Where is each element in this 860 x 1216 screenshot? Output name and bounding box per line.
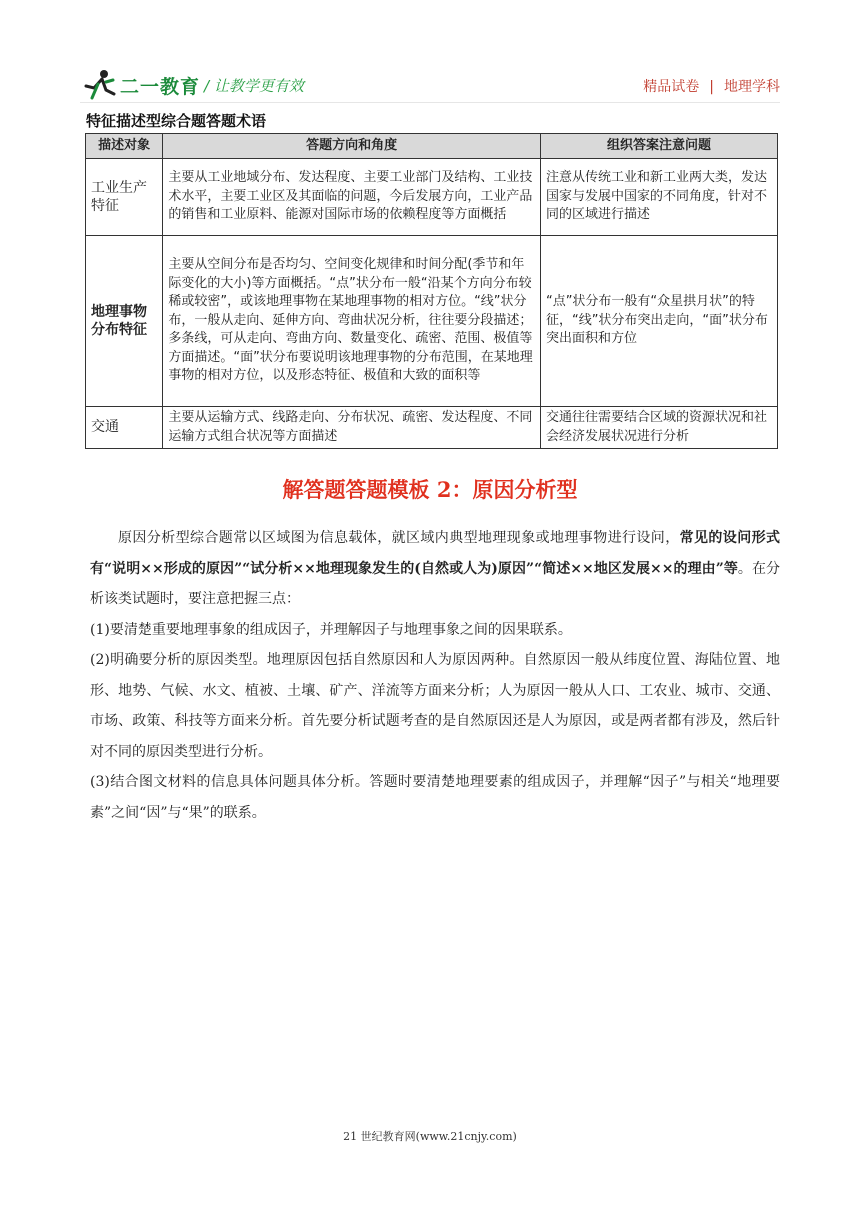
cell-note: 交通往往需要结合区域的资源状况和社会经济发展状况进行分析 [540,407,777,449]
cell-object: 交通 [86,407,163,449]
header-divider [80,102,780,103]
column-header: 组织答案注意问题 [540,134,777,159]
table-row [86,236,778,407]
cell-note: 注意从传统工业和新工业两大类，发达国家与发展中国家的不同角度，针对不同的区域进行描述 [540,159,777,236]
header-separator: | [709,79,714,95]
intro-bold-text: 常见的设问形式有“说明××形成的原因”“试分析××地理现象发生的(自然或人为)原因”“简述××地区发展××的理由”等 [90,530,781,577]
cell-note: “点”状分布一般有“众星拱月状”的特征，“线”状分布突出走向，“面”状分布突出面积和方位 [540,236,777,407]
terms-table [85,133,778,449]
page-footer: 21 世纪教育网(www.21cnjy.com) [343,1130,517,1143]
page-header [80,68,780,104]
runner-logo-icon [80,68,120,102]
header-right [643,76,780,96]
intro-text: 原因分析型综合题常以区域图为信息载体，就区域内典型地理现象或地理事物进行设问， [118,530,680,546]
section-title: 解答题答题模板 2：原因分析型 [282,477,578,502]
cell-object: 地理事物分布特征 [86,236,163,407]
cell-direction: 主要从空间分布是否均匀、空间变化规律和时间分配(季节和年际变化的大小)等方面概括。“点”状分布一般“沿某个方向分布较稀或较密”，或该地理事物在某地理事物的相对方位。“线”状分布，一般从走向、延伸方向、弯曲状况分析，往往要分段描述；多条线，可从走向、弯曲方向、数量变化、疏密、范围、极值等方面描述。“面”状分布要说明该地理事物的分布范围，在某地理事物的相对方位，以及形态特征、极值和大致的面积等 [163,236,541,407]
point-1: (1)要清楚重要地理事象的组成因子，并理解因子与地理事象之间的因果联系。 [90,621,572,638]
table-title: 特征描述型综合题答题术语 [86,112,267,130]
table-row [86,407,778,449]
brand-slogan: / 让教学更有效 [204,77,304,95]
point-3: (3)结合图文材料的信息具体问题具体分析。答题时要清楚地理要素的组成因子，并理解“因子”与相关“地理要素”之间“因”与“果”的联系。 [90,774,780,821]
point-2: (2)明确要分析的原因类型。地理原因包括自然原因和人为原因两种。自然原因一般从纬度位置、海陆位置、地形、地势、气候、水文、植被、土壤、矿产、洋流等方面来分析；人为原因一般从人口、工农业、城市、交通、市场、政策、科技等方面来分析。首先要分析试题考查的是自然原因还是人为原因，或是两者都有涉及，然后针对不同的原因类型进行分析。 [90,652,780,760]
table-header-row [86,134,778,159]
section-body [90,523,780,828]
intro-paragraph [90,523,780,615]
cell-object: 工业生产特征 [86,159,163,236]
header-subject: 地理学科 [724,79,780,95]
header-label: 精品试卷 [643,79,700,95]
cell-direction: 主要从工业地域分布、发达程度、主要工业部门及结构、工业技术水平，主要工业区及其面临的问题，今后发展方向，工业产品的销售和工业原料、能源对国际市场的依赖程度等方面概括 [163,159,541,236]
table-row [86,159,778,236]
intro-tail: 。在分析该类试题时，要注意把握三点： [90,560,781,607]
column-header: 答题方向和角度 [163,134,541,159]
brand-name: 二一教育 [120,76,201,98]
cell-direction: 主要从运输方式、线路走向、分布状况、疏密、发达程度、不同运输方式组合状况等方面描述 [163,407,541,449]
column-header: 描述对象 [86,134,163,159]
